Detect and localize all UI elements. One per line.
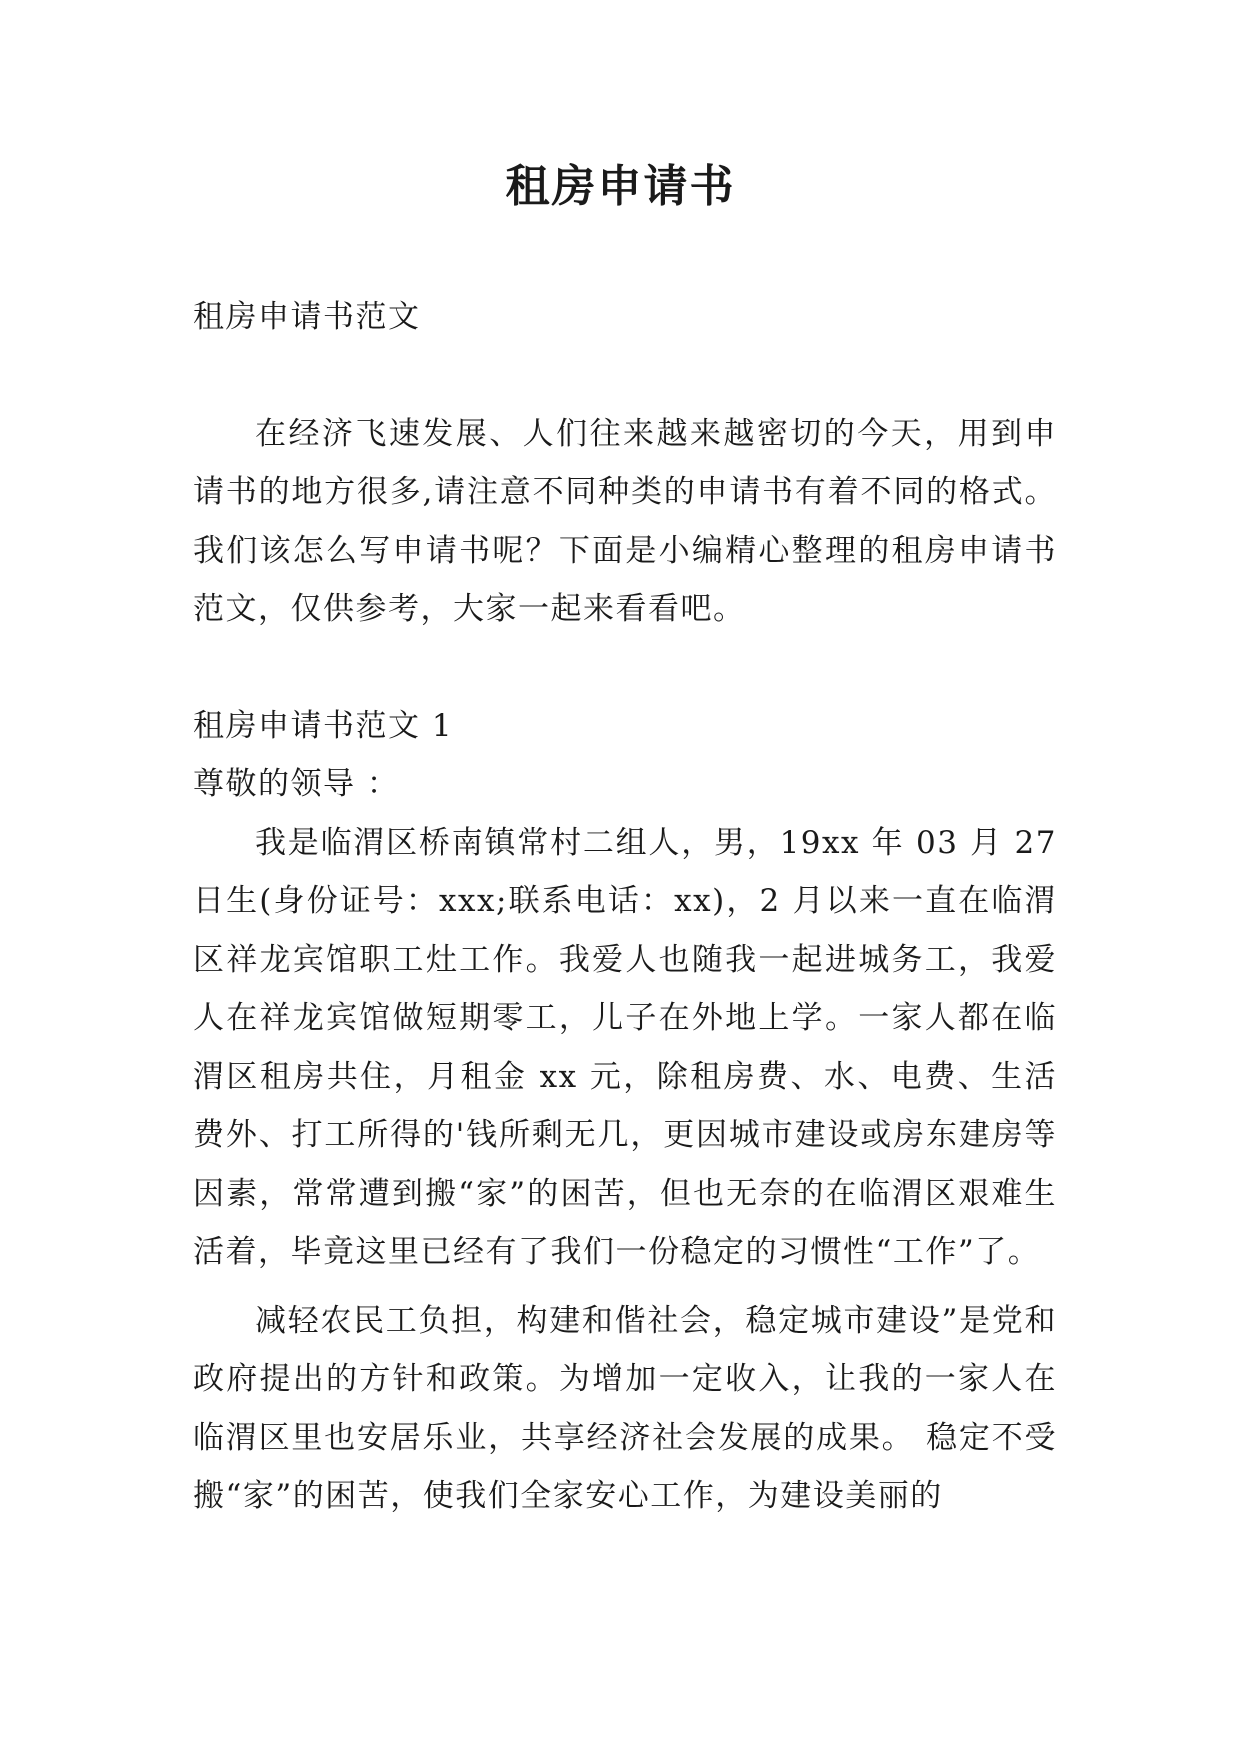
intro-paragraph: 在经济飞速发展、人们往来越来越密切的今天，用到申请书的地方很多,请注意不同种类的申请书有着不同的格式。我们该怎么写申请书呢？下面是小编精心整理的租房申请书范文，仅供参考，大家一起来看看吧。 <box>193 415 1057 627</box>
salutation: 尊敬的领导 ： <box>193 766 400 802</box>
spacer <box>193 639 1057 697</box>
section-heading: 租房申请书范文 1 <box>193 707 454 744</box>
spacer <box>193 347 1057 405</box>
spacer <box>193 1282 1057 1292</box>
body-paragraph-1: 我是临渭区桥南镇常村二组人，男，19xx 年 03 月 27 日生(身份证号：xxx;联系电话：xx)，2 月以来一直在临渭区祥龙宾馆职工灶工作。我爱人也随我一起进城务工，我爱人在祥龙宾馆做短期零工，儿子在外地上学。一家人都在临渭区租房共住，月租金 xx 元，除租房费、水、电费、生活费外、打工所得的'钱所剩无几，更因城市建设或房东建房等因素，常常遭到搬“家”的困苦，但也无奈的在临渭区艰难生活着，毕竟这里已经有了我们一份稳定的习惯性“工作”了。 <box>193 824 1058 1270</box>
body-paragraph-2: 减轻农民工负担，构建和偕社会，稳定城市建设”是党和政府提出的方针和政策。为增加一定收入，让我的一家人在临渭区里也安居乐业，共享经济社会发展的成果。 稳定不受搬“家”的困苦，使我们全家安心工作，为建设美丽的 <box>193 1302 1057 1514</box>
document-title: 租房申请书 <box>505 161 736 212</box>
document-body <box>193 288 1057 1526</box>
document-subtitle: 租房申请书范文 <box>193 299 421 335</box>
